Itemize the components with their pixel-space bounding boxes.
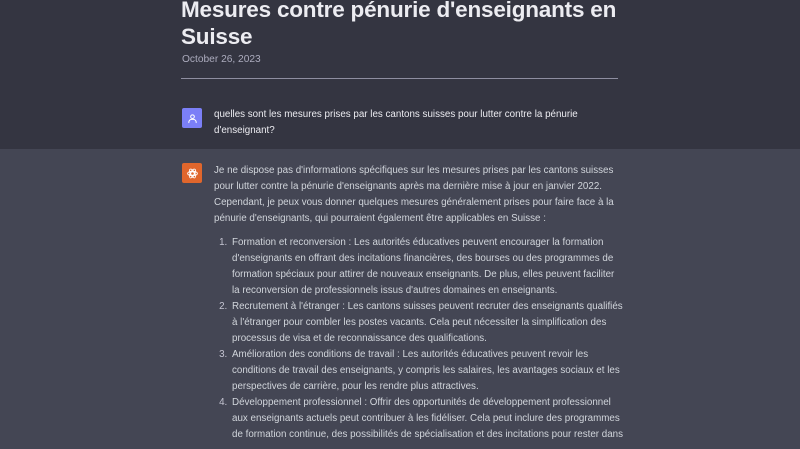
- user-message-text: quelles sont les mesures prises par les cantons suisses pour lutter contre la pénurie d'enseignant?: [214, 109, 578, 136]
- user-message: [0, 96, 800, 149]
- conversation-title: Mesures contre pénurie d'enseignants en Suisse: [181, 0, 617, 49]
- header-divider: [181, 78, 618, 79]
- assistant-message: [0, 149, 800, 449]
- user-icon: [187, 113, 198, 124]
- list-item: 2. Recrutement à l'étranger : Les cantons suisses peuvent recruter des enseignants qualifiés à l'étranger pour combler les postes vacants. Cela peut nécessiter la simplification des processus de visa et de reconnaissance des qualifications.: [230, 299, 624, 347]
- assistant-avatar: [182, 163, 202, 183]
- list-item: 4. Développement professionnel : Offrir des opportunités de développement professionnel aux enseignants actuels peut contribuer à les fidéliser. Cela peut inclure des programmes de formation continue, des possibilités de spécialisation et des incitations pour rester dans: [230, 395, 624, 443]
- openai-logo-icon: [186, 167, 199, 180]
- assistant-intro: Je ne dispose pas d'informations spécifiques sur les mesures prises par les cantons suisses pour lutter contre la pénurie d'enseignants après ma dernière mise à jour en janvier 2022. Cependant, je peux vous donner quelques mesures généralement prises pour faire face à la pénurie d'enseignants, qui pourraient également être applicables en Suisse :: [214, 165, 614, 224]
- list-item: 3. Amélioration des conditions de travail : Les autorités éducatives peuvent revoir les conditions de travail des enseignants, y compris les salaires, les avantages sociaux et les perspectives de carrière, pour les rendre plus attractives.: [230, 347, 624, 395]
- measures-list: [214, 235, 624, 443]
- assistant-message-body: [214, 163, 624, 443]
- conversation-header: [0, 0, 800, 96]
- conversation-date: October 26, 2023: [182, 54, 261, 65]
- user-avatar: [182, 108, 202, 128]
- list-item: 1. Formation et reconversion : Les autorités éducatives peuvent encourager la formation d'enseignants en offrant des incitations financières, des bourses ou des programmes de formation spéciaux pour attirer de nouveaux enseignants. De plus, elles peuvent faciliter la reconversion de professionnels issus d'autres domaines en enseignants.: [230, 235, 624, 299]
